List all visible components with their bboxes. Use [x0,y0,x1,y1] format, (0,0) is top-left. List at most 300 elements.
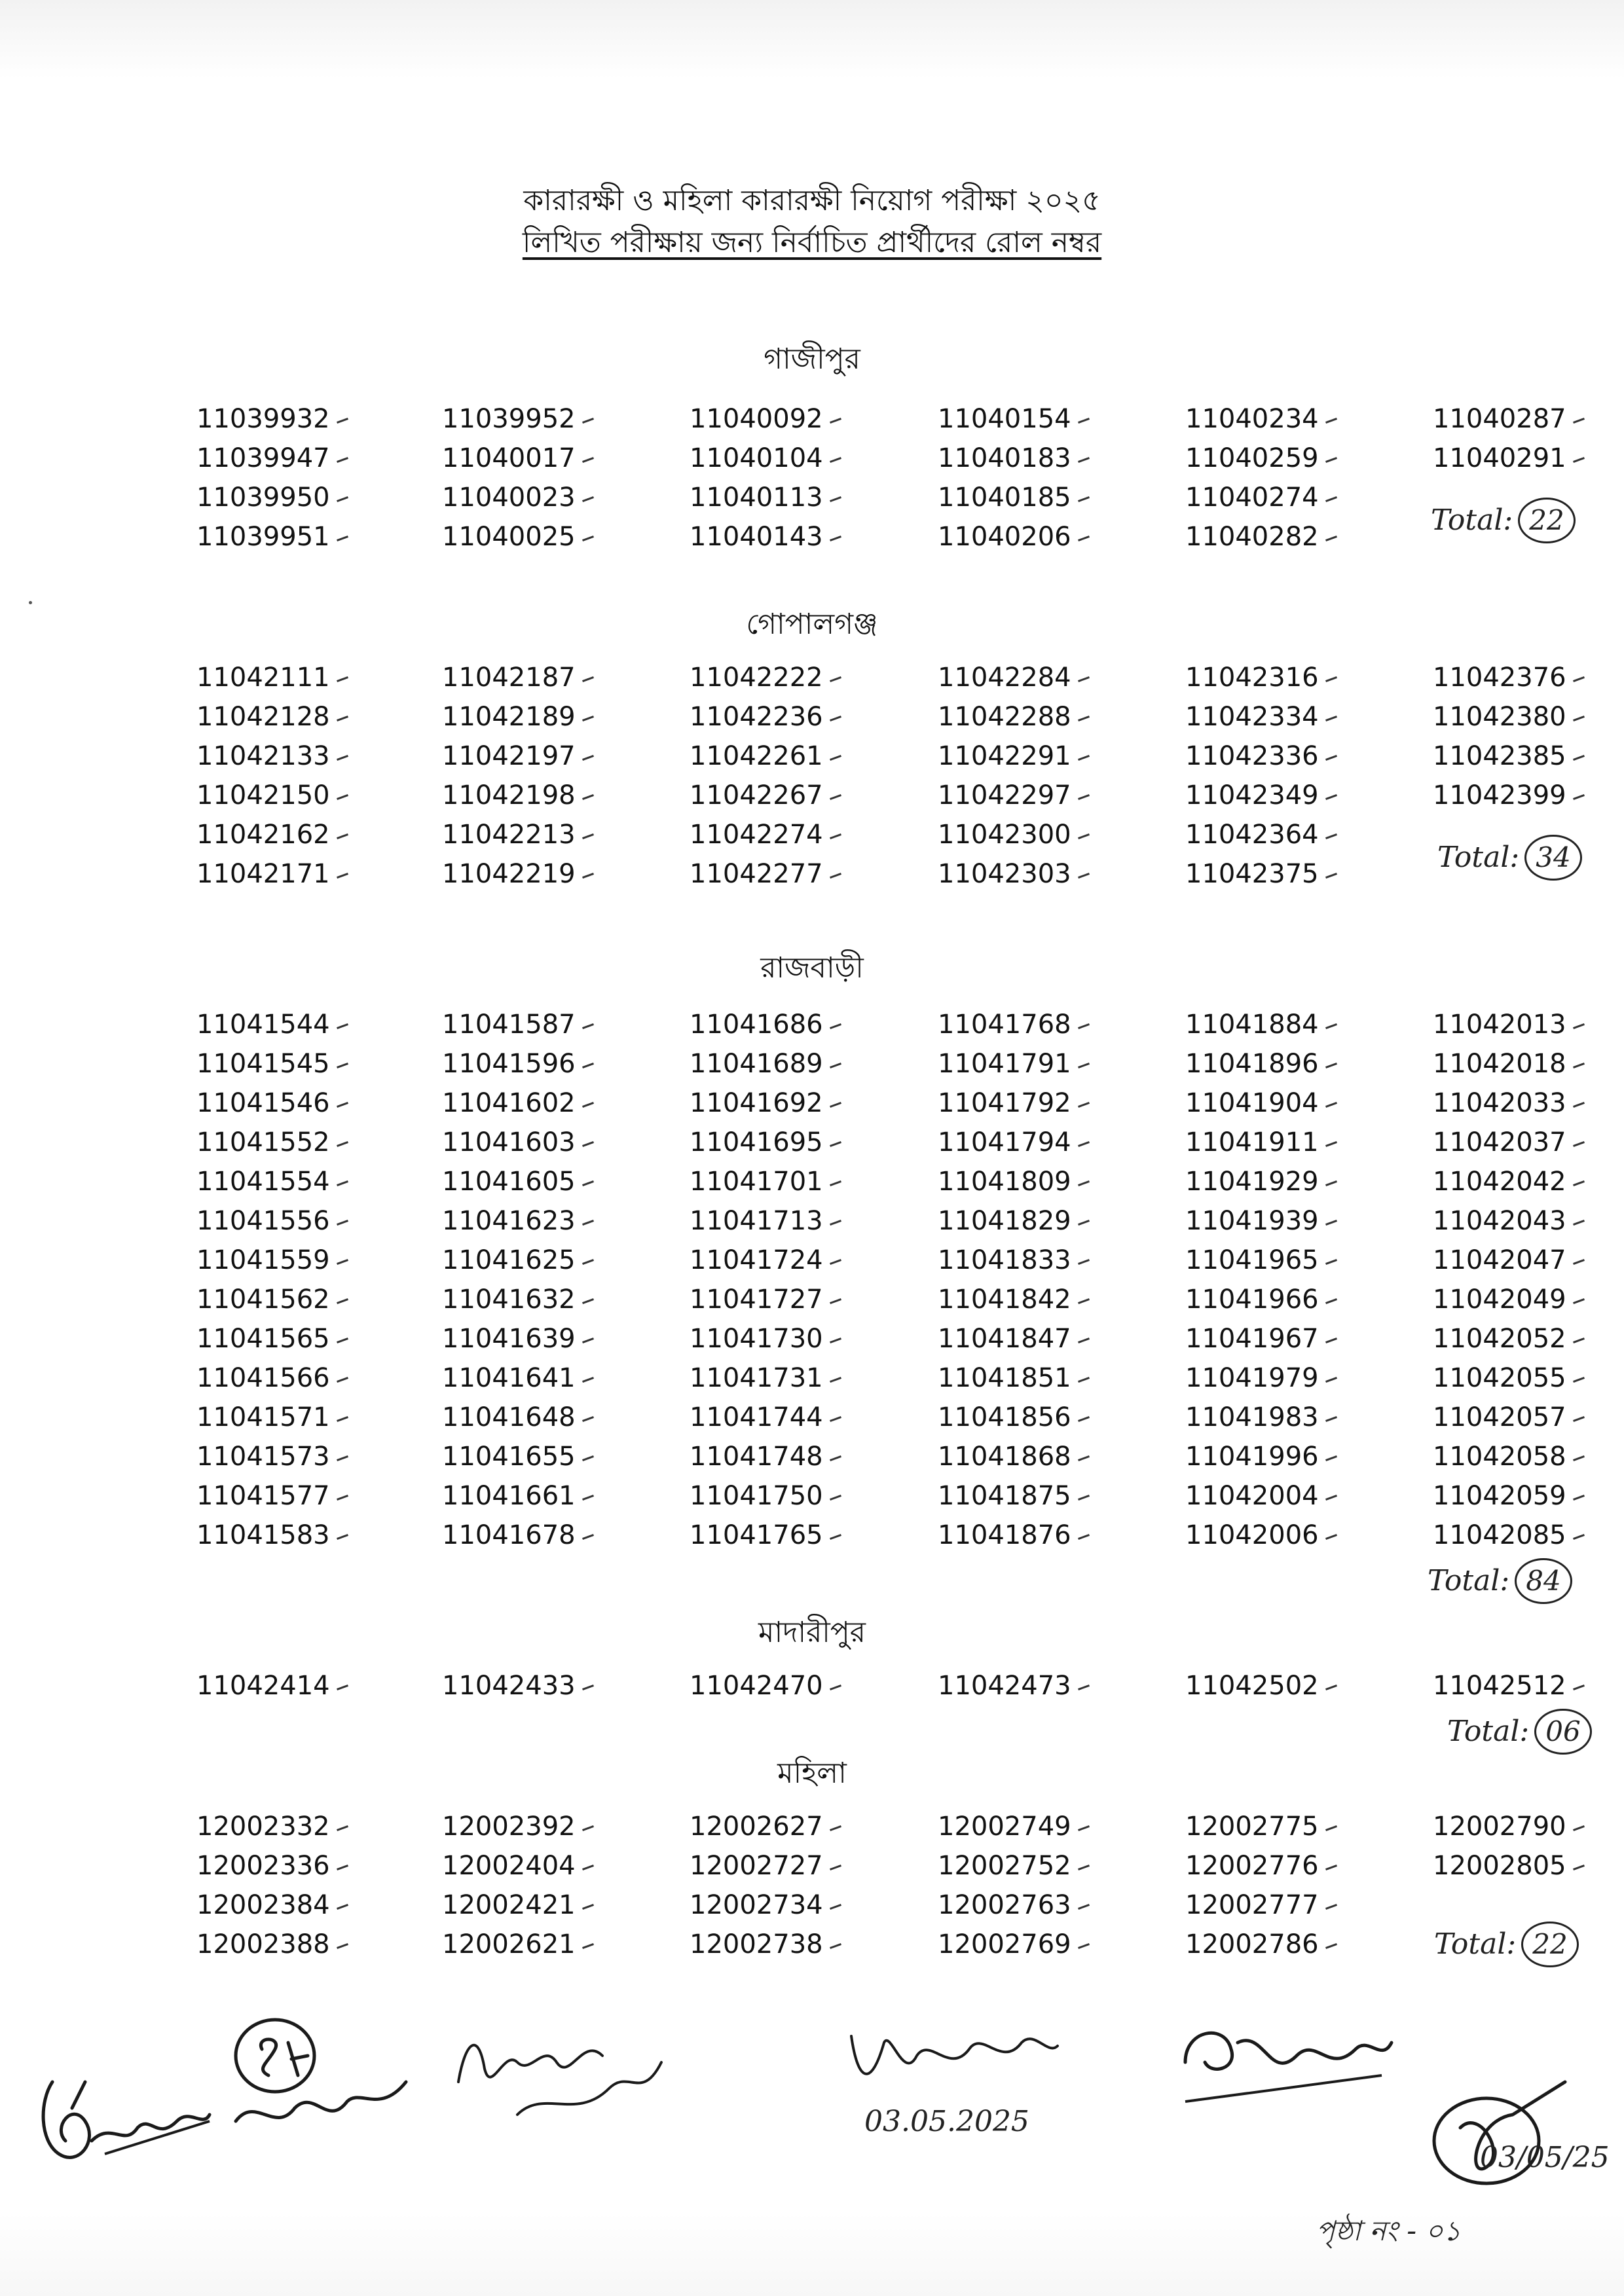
check-mark-icon [1573,1102,1585,1108]
roll-number: 11041639 [442,1324,576,1354]
roll-number: 11041692 [690,1088,823,1118]
roll-number-cell [442,1005,684,1044]
roll-number-cell [196,1516,439,1555]
roll-number: 11041833 [938,1245,1071,1275]
roll-number: 11041768 [938,1010,1071,1040]
check-mark-icon [582,1416,594,1422]
check-mark-icon [582,1102,594,1108]
section-heading: রাজবাড়ী [760,951,864,985]
roll-number: 11042303 [938,859,1071,889]
check-mark-icon [1078,1685,1090,1690]
roll-number: 12002805 [1433,1851,1566,1881]
roll-number-cell [196,1437,439,1476]
check-mark-icon [1325,755,1337,761]
roll-number: 11042277 [690,859,823,889]
roll-number: 11042274 [690,820,823,850]
roll-number-cell [1185,1162,1428,1201]
check-mark-icon [1325,1825,1337,1831]
roll-number: 11040185 [938,483,1071,513]
roll-column [1185,1005,1428,1555]
check-mark-icon [830,873,841,879]
roll-number-cell [1185,517,1428,556]
roll-number-cell [690,1044,932,1084]
roll-number-cell [196,1319,439,1358]
roll-number: 11042213 [442,820,576,850]
roll-number: 11041648 [442,1402,576,1432]
roll-number: 11042133 [196,741,330,771]
check-mark-icon [337,536,348,541]
roll-number: 12002763 [938,1890,1071,1920]
roll-number: 11041713 [690,1206,823,1236]
roll-column [1433,1666,1624,1705]
roll-column [442,1807,684,1964]
check-mark-icon [1078,536,1090,541]
roll-number: 11041566 [196,1363,330,1393]
roll-number: 11042502 [1185,1671,1319,1701]
check-mark-icon [582,496,594,502]
roll-number: 11041546 [196,1088,330,1118]
total-value-circled: 84 [1515,1558,1572,1604]
roll-number: 11042171 [196,859,330,889]
check-mark-icon [1573,1338,1585,1343]
check-mark-icon [1573,1180,1585,1186]
check-mark-icon [1325,1023,1337,1029]
roll-column [1433,1807,1624,1886]
roll-number: 11040282 [1185,522,1319,552]
check-mark-icon [830,418,841,424]
check-mark-icon [1078,1865,1090,1870]
roll-number-cell [690,1516,932,1555]
roll-number: 11042288 [938,702,1071,732]
roll-number-cell [938,399,1180,439]
check-mark-icon [1078,716,1090,721]
roll-number-cell [442,1516,684,1555]
roll-number: 11041748 [690,1442,823,1472]
check-mark-icon [1325,418,1337,424]
roll-number-cell [690,1201,932,1241]
roll-number-cell [1185,658,1428,697]
roll-column [196,1666,439,1705]
check-mark-icon [337,1259,348,1265]
roll-number-cell [690,737,932,776]
check-mark-icon [337,1338,348,1343]
roll-column [1433,1005,1624,1555]
check-mark-icon [830,716,841,721]
roll-number: 11041544 [196,1010,330,1040]
check-mark-icon [582,794,594,800]
roll-number: 11042198 [442,780,576,811]
roll-column [196,658,439,894]
roll-number: 11041571 [196,1402,330,1432]
roll-number: 11042162 [196,820,330,850]
roll-number-cell [196,1201,439,1241]
roll-number: 11041655 [442,1442,576,1472]
roll-number: 11041730 [690,1324,823,1354]
check-mark-icon [1325,1180,1337,1186]
check-mark-icon [582,716,594,721]
roll-number-cell [442,776,684,815]
roll-number: 11041896 [1185,1049,1319,1079]
roll-number: 11040183 [938,443,1071,473]
check-mark-icon [582,1495,594,1501]
roll-column [196,1807,439,1964]
check-mark-icon [1573,755,1585,761]
check-mark-icon [1573,1495,1585,1501]
roll-number-cell [938,1925,1180,1964]
roll-number-cell [690,517,932,556]
roll-number: 11041625 [442,1245,576,1275]
check-mark-icon [1078,1141,1090,1147]
roll-number-cell [442,658,684,697]
roll-number-cell [442,1925,684,1964]
roll-number-cell [938,478,1180,517]
roll-number-cell [1185,399,1428,439]
check-mark-icon [1078,1825,1090,1831]
check-mark-icon [582,1023,594,1029]
check-mark-icon [1325,676,1337,682]
roll-number-cell [1433,658,1624,697]
roll-number-cell [196,1280,439,1319]
roll-number-cell [1185,478,1428,517]
roll-number-cell [1433,439,1624,478]
section-heading: গাজীপুর [764,342,860,376]
roll-number-cell [938,1437,1180,1476]
check-mark-icon [582,1455,594,1461]
roll-number-cell [938,1476,1180,1516]
check-mark-icon [1078,1377,1090,1383]
roll-number-cell [1185,1925,1428,1964]
roll-number-cell [1185,737,1428,776]
check-mark-icon [337,1102,348,1108]
roll-number: 11041577 [196,1481,330,1511]
roll-column [196,399,439,556]
roll-number: 11041632 [442,1285,576,1315]
roll-number: 11042187 [442,663,576,693]
check-mark-icon [582,676,594,682]
roll-number: 12002769 [938,1929,1071,1959]
roll-number: 11041661 [442,1481,576,1511]
check-mark-icon [1078,1298,1090,1304]
roll-number-cell [442,1886,684,1925]
roll-number-cell [442,1846,684,1886]
signature-3 [445,1990,668,2134]
roll-number-cell [1185,1005,1428,1044]
roll-column [938,658,1180,894]
roll-number: 12002786 [1185,1929,1319,1959]
roll-number-cell [1185,1084,1428,1123]
roll-number-cell [442,1162,684,1201]
roll-number-cell [442,1398,684,1437]
roll-number-cell [442,1437,684,1476]
roll-number: 11042336 [1185,741,1319,771]
check-mark-icon [582,1180,594,1186]
roll-number-cell [690,399,932,439]
roll-number-cell [690,697,932,737]
roll-number-cell [1185,697,1428,737]
check-mark-icon [1325,1904,1337,1910]
roll-number: 11040023 [442,483,576,513]
check-mark-icon [830,1180,841,1186]
roll-column [938,1005,1180,1555]
roll-number: 11041967 [1185,1324,1319,1354]
roll-number-cell [196,1886,439,1925]
check-mark-icon [1573,1141,1585,1147]
roll-number-cell [442,1044,684,1084]
check-mark-icon [830,496,841,502]
total-label: Total: [1447,1715,1530,1748]
check-mark-icon [1325,716,1337,721]
document-title: কারারক্ষী ও মহিলা কারারক্ষী নিয়োগ পরীক্ষা ২০২৫ [523,184,1101,217]
check-mark-icon [830,1455,841,1461]
roll-number-cell [938,854,1180,894]
roll-number: 11042189 [442,702,576,732]
roll-number-cell [690,1280,932,1319]
roll-number: 11040206 [938,522,1071,552]
roll-number-cell [442,737,684,776]
check-mark-icon [1325,1063,1337,1068]
roll-number-cell [196,1044,439,1084]
roll-number: 11042059 [1433,1481,1566,1511]
roll-number-cell [938,517,1180,556]
roll-number: 11042197 [442,741,576,771]
roll-number-cell [938,815,1180,854]
check-mark-icon [830,1338,841,1343]
section-heading: মহিলা [777,1757,847,1790]
roll-number: 11042375 [1185,859,1319,889]
roll-number: 11041596 [442,1049,576,1079]
check-mark-icon [582,418,594,424]
roll-number: 11042219 [442,859,576,889]
roll-number-cell [196,737,439,776]
roll-number: 11042473 [938,1671,1071,1701]
check-mark-icon [1325,1259,1337,1265]
roll-number-cell [690,815,932,854]
roll-number: 11042128 [196,702,330,732]
check-mark-icon [582,1220,594,1226]
roll-number-cell [690,1846,932,1886]
check-mark-icon [1325,1495,1337,1501]
document-header [0,180,1624,264]
check-mark-icon [337,1023,348,1029]
roll-number: 11041562 [196,1285,330,1315]
check-mark-icon [1325,833,1337,839]
check-mark-icon [1325,1298,1337,1304]
roll-number: 11041996 [1185,1442,1319,1472]
roll-number-cell [938,1084,1180,1123]
roll-number-cell [1433,1516,1624,1555]
roll-number-cell [938,1123,1180,1162]
check-mark-icon [337,833,348,839]
roll-number: 12002404 [442,1851,576,1881]
check-mark-icon [1325,794,1337,800]
check-mark-icon [1573,1220,1585,1226]
roll-number-cell [442,1280,684,1319]
check-mark-icon [1325,496,1337,502]
roll-number: 11042037 [1433,1127,1566,1157]
roll-number-cell [1433,399,1624,439]
roll-number: 11041701 [690,1167,823,1197]
check-mark-icon [1325,1416,1337,1422]
roll-number-cell [442,478,684,517]
check-mark-icon [1078,1455,1090,1461]
roll-number: 11040234 [1185,404,1319,434]
roll-number: 11041979 [1185,1363,1319,1393]
roll-column [938,1807,1180,1964]
check-mark-icon [830,833,841,839]
roll-number: 11041829 [938,1206,1071,1236]
roll-number: 11040274 [1185,483,1319,513]
check-mark-icon [830,1298,841,1304]
roll-number: 11041851 [938,1363,1071,1393]
roll-number-cell [1185,1241,1428,1280]
roll-number-cell [196,439,439,478]
roll-number: 11040113 [690,483,823,513]
check-mark-icon [1078,1904,1090,1910]
check-mark-icon [582,1063,594,1068]
check-mark-icon [1325,1377,1337,1383]
check-mark-icon [1573,1023,1585,1029]
roll-number: 12002734 [690,1890,823,1920]
roll-number-cell [196,1398,439,1437]
roll-number: 11042222 [690,663,823,693]
check-mark-icon [337,418,348,424]
roll-number-cell [196,697,439,737]
check-mark-icon [1325,873,1337,879]
roll-number-cell [1433,1084,1624,1123]
check-mark-icon [582,1259,594,1265]
roll-number: 12002776 [1185,1851,1319,1881]
roll-number-cell [1433,1358,1624,1398]
roll-number-cell [1433,1123,1624,1162]
total-label: Total: [1434,1927,1517,1961]
roll-number-cell [196,1807,439,1846]
roll-column [1185,1666,1428,1705]
check-mark-icon [582,1141,594,1147]
roll-number: 11042512 [1433,1671,1566,1701]
check-mark-icon [1078,676,1090,682]
roll-number-cell [1433,776,1624,815]
roll-number: 11042236 [690,702,823,732]
roll-number-cell [1185,1319,1428,1358]
check-mark-icon [337,1865,348,1870]
check-mark-icon [1325,1338,1337,1343]
roll-number-cell [938,697,1180,737]
roll-number: 11042300 [938,820,1071,850]
check-mark-icon [1325,1141,1337,1147]
check-mark-icon [1573,1825,1585,1831]
roll-number-cell [690,1437,932,1476]
roll-number-cell [690,658,932,697]
section-heading: গোপালগঞ্জ [746,608,878,641]
roll-number: 11041678 [442,1520,576,1550]
roll-number-cell [1433,1280,1624,1319]
check-mark-icon [1078,794,1090,800]
roll-number-cell [938,658,1180,697]
check-mark-icon [1573,1865,1585,1870]
roll-number-cell [938,776,1180,815]
roll-number: 11042399 [1433,780,1566,811]
check-mark-icon [1325,1534,1337,1540]
check-mark-icon [830,1416,841,1422]
check-mark-icon [830,1220,841,1226]
check-mark-icon [830,536,841,541]
total-label: Total: [1437,841,1520,874]
roll-number-cell [442,1319,684,1358]
roll-number-cell [1433,1398,1624,1437]
roll-number: 11041791 [938,1049,1071,1079]
roll-number-cell [1185,815,1428,854]
roll-column [196,1005,439,1555]
check-mark-icon [1078,1102,1090,1108]
roll-number-cell [196,399,439,439]
roll-number: 11041792 [938,1088,1071,1118]
check-mark-icon [582,1298,594,1304]
roll-number-cell [1185,1666,1428,1705]
roll-number: 11041750 [690,1481,823,1511]
check-mark-icon [830,1495,841,1501]
check-mark-icon [582,833,594,839]
roll-number-cell [1433,697,1624,737]
roll-number: 11040154 [938,404,1071,434]
roll-number-cell [690,1162,932,1201]
roll-number: 11042316 [1185,663,1319,693]
roll-column [442,1005,684,1555]
roll-column [690,399,932,556]
roll-number: 11042033 [1433,1088,1566,1118]
check-mark-icon [337,1141,348,1147]
roll-number-cell [442,1807,684,1846]
roll-number-cell [196,1358,439,1398]
roll-column [690,1807,932,1964]
total-value-circled: 34 [1524,835,1581,881]
check-mark-icon [830,1825,841,1831]
roll-number-cell [442,854,684,894]
check-mark-icon [1078,1943,1090,1949]
roll-number-cell [442,1476,684,1516]
roll-number-cell [690,1123,932,1162]
roll-number: 11041727 [690,1285,823,1315]
check-mark-icon [582,1338,594,1343]
check-mark-icon [337,1534,348,1540]
check-mark-icon [582,1685,594,1690]
roll-number: 11041603 [442,1127,576,1157]
roll-number-cell [938,1398,1180,1437]
roll-number: 11041876 [938,1520,1071,1550]
roll-number: 11041605 [442,1167,576,1197]
signature-1 [26,2043,216,2174]
roll-number-cell [196,776,439,815]
total-label: Total: [1431,503,1513,537]
roll-number: 11042150 [196,780,330,811]
roll-number: 11039952 [442,404,576,434]
check-mark-icon [830,1534,841,1540]
check-mark-icon [1325,1865,1337,1870]
roll-number-cell [938,1005,1180,1044]
roll-number-cell [442,439,684,478]
roll-number-cell [1185,1123,1428,1162]
roll-number: 11042055 [1433,1363,1566,1393]
roll-number-cell [1185,854,1428,894]
roll-number-cell [690,439,932,478]
roll-number: 11041545 [196,1049,330,1079]
roll-number-cell [442,517,684,556]
roll-number: 11039950 [196,483,330,513]
roll-number: 11042111 [196,663,330,693]
roll-number-cell [1185,1516,1428,1555]
check-mark-icon [337,676,348,682]
roll-number: 11041765 [690,1520,823,1550]
roll-number: 11042049 [1433,1285,1566,1315]
